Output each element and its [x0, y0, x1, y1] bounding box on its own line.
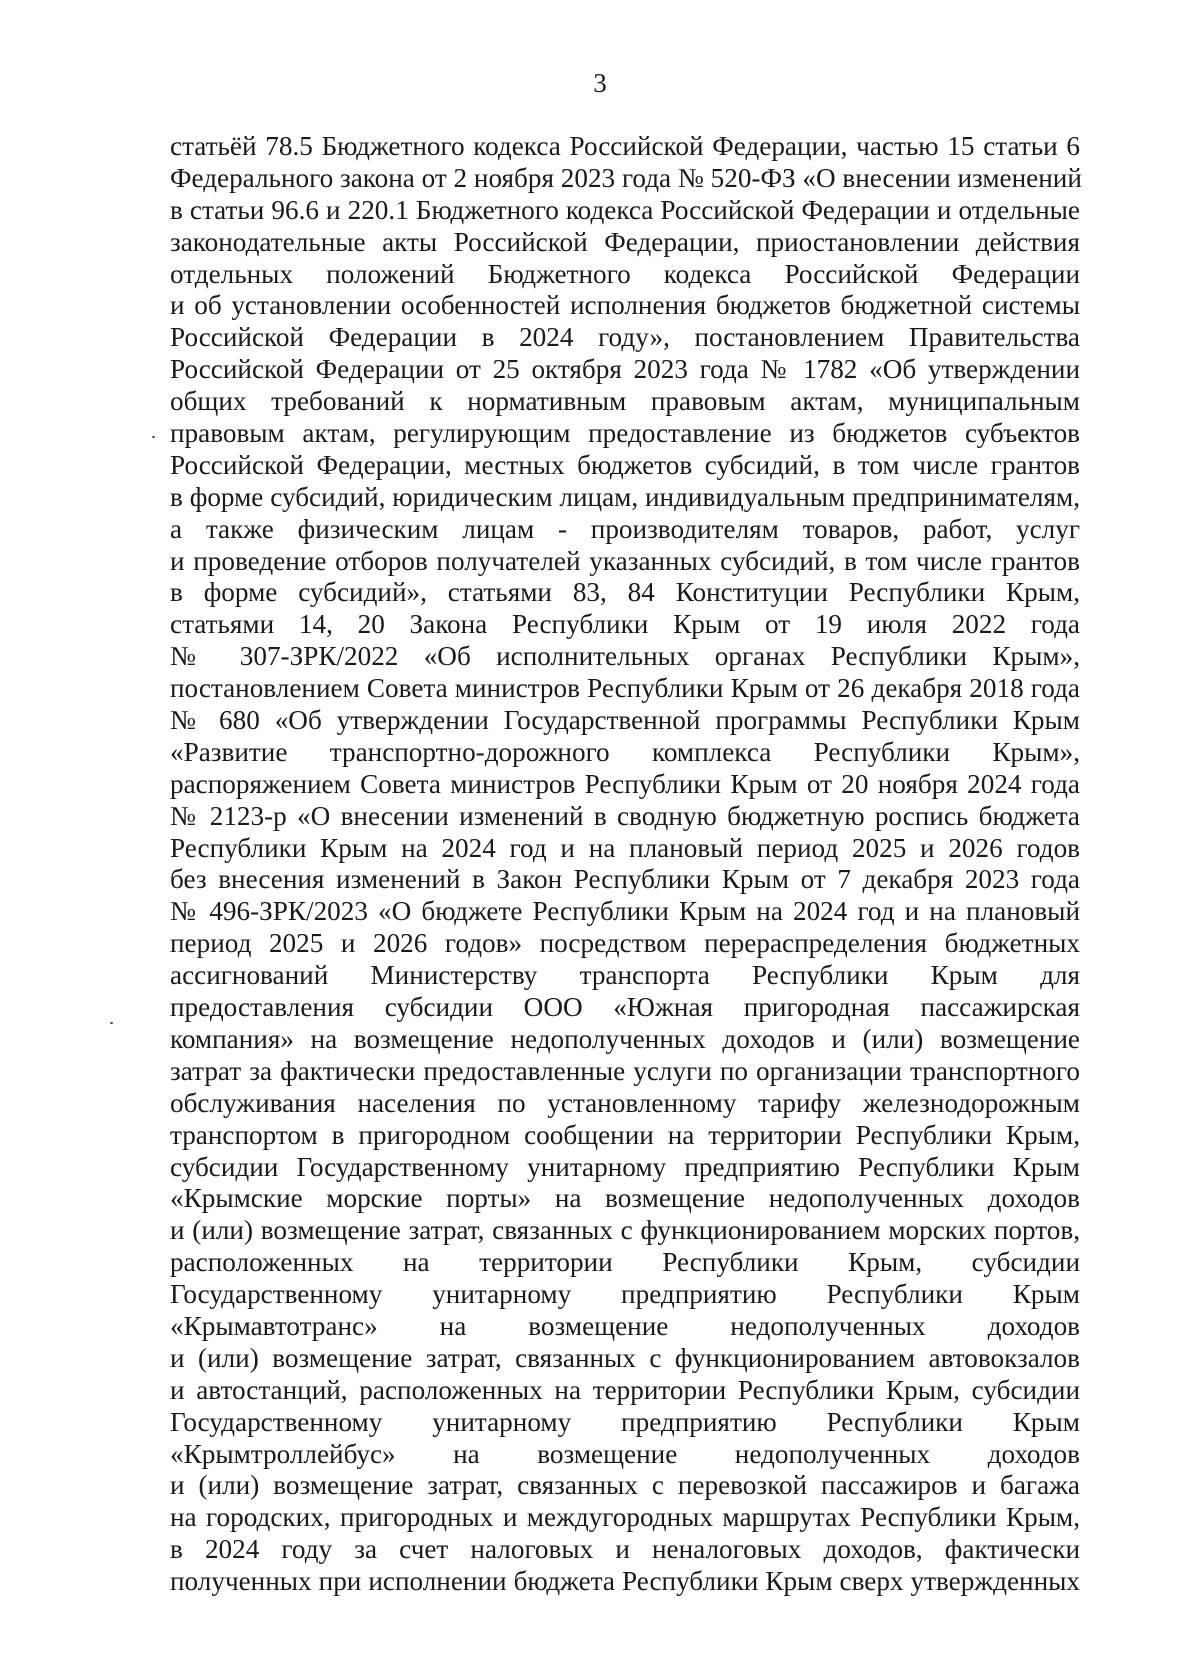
text-line: законодательные акты Российской Федерации, приостановлении действия [170, 226, 1080, 257]
text-line: «Крымские морские порты» на возмещение недополученных доходов [170, 1183, 1080, 1214]
text-line: в форме субсидий, юридическим лицам, индивидуальным предпринимателям, [170, 481, 1080, 512]
text-line: Государственному унитарному предприятию Республики Крым [170, 1406, 1080, 1437]
text-line: период 2025 и 2026 годов» посредством перераспределения бюджетных [170, 928, 1080, 959]
text-line: распоряжением Совета министров Республики Крым от 20 ноября 2024 года [170, 768, 1080, 799]
text-line: на городских, пригородных и междугородных маршрутах Республики Крым, [170, 1502, 1080, 1533]
text-line: и об установлении особенностей исполнения бюджетов бюджетной системы [170, 290, 1080, 321]
text-line: полученных при исполнении бюджета Республики Крым сверх утвержденных [170, 1566, 1080, 1597]
text-line: Федерального закона от 2 ноября 2023 года № 520-ФЗ «О внесении изменений [170, 162, 1082, 193]
text-line: расположенных на территории Республики Крым, субсидии [170, 1247, 1080, 1278]
text-line: общих требований к нормативным правовым актам, муниципальным [170, 386, 1080, 417]
page-number: 3 [593, 68, 607, 98]
text-line: предоставления субсидии ООО «Южная пригородная пассажирская [170, 992, 1080, 1023]
text-line: затрат за фактически предоставленные услуги по организации транспортного [170, 1055, 1080, 1086]
text-line: отдельных положений Бюджетного кодекса Российской Федерации [170, 258, 1080, 289]
text-line: субсидии Государственному унитарному предприятию Республики Крым [170, 1151, 1080, 1182]
text-line: правовым актам, регулирующим предоставление из бюджетов субъектов [170, 418, 1080, 449]
text-line: а также физическим лицам - производителям товаров, работ, услуг [170, 513, 1080, 544]
text-line: Российской Федерации, местных бюджетов субсидий, в том числе грантов [170, 449, 1080, 480]
text-line: и (или) возмещение затрат, связанных с функционированием автовокзалов [170, 1342, 1080, 1373]
scan-speck [110, 1022, 113, 1024]
text-line: в форме субсидий», статьями 83, 84 Конституции Республики Крым, [170, 577, 1080, 608]
text-line: и проведение отборов получателей указанных субсидий, в том числе грантов [170, 545, 1080, 576]
body-text [170, 131, 1080, 1598]
text-line: ассигнований Министерству транспорта Республики Крым для [170, 960, 1080, 991]
text-line: № 307-ЗРК/2022 «Об исполнительных органах Республики Крым», [170, 641, 1080, 672]
text-line: «Крымавтотранс» на возмещение недополученных доходов [170, 1310, 1080, 1341]
text-line: «Крымтроллейбус» на возмещение недополученных доходов [170, 1438, 1080, 1469]
text-line: «Развитие транспортно-дорожного комплекса Республики Крым», [170, 736, 1080, 767]
text-line: постановлением Совета министров Республики Крым от 26 декабря 2018 года [170, 673, 1080, 704]
text-line: и (или) возмещение затрат, связанных с функционированием морских портов, [170, 1215, 1080, 1246]
text-line: и автостанций, расположенных на территории Республики Крым, субсидии [170, 1374, 1080, 1405]
text-line: № 2123-р «О внесении изменений в сводную бюджетную роспись бюджета [170, 800, 1080, 831]
text-line: Республики Крым на 2024 год и на плановый период 2025 и 2026 годов [170, 832, 1080, 863]
text-line: обслуживания населения по установленному тарифу железнодорожным [170, 1087, 1080, 1118]
text-line: транспортом в пригородном сообщении на территории Республики Крым, [170, 1119, 1080, 1150]
text-line: Государственному унитарному предприятию Республики Крым [170, 1279, 1080, 1310]
text-line: без внесения изменений в Закон Республики Крым от 7 декабря 2023 года [170, 864, 1080, 895]
text-line: Российской Федерации от 25 октября 2023 года № 1782 «Об утверждении [170, 354, 1080, 385]
text-line: № 496-ЗРК/2023 «О бюджете Республики Крым на 2024 год и на плановый [170, 896, 1080, 927]
text-line: в 2024 году за счет налоговых и неналоговых доходов, фактически [170, 1534, 1080, 1565]
text-line: Российской Федерации в 2024 году», постановлением Правительства [170, 322, 1080, 353]
text-line: № 680 «Об утверждении Государственной программы Республики Крым [170, 705, 1080, 736]
scan-speck [152, 436, 155, 438]
text-line: компания» на возмещение недополученных доходов и (или) возмещение [170, 1023, 1080, 1054]
text-line: в статьи 96.6 и 220.1 Бюджетного кодекса Российской Федерации и отдельные [170, 194, 1080, 225]
text-line: статьями 14, 20 Закона Республики Крым от 19 июля 2022 года [170, 609, 1080, 640]
text-line: и (или) возмещение затрат, связанных с перевозкой пассажиров и багажа [170, 1470, 1080, 1501]
text-line: статьёй 78.5 Бюджетного кодекса Российской Федерации, частью 15 статьи 6 [170, 131, 1080, 161]
